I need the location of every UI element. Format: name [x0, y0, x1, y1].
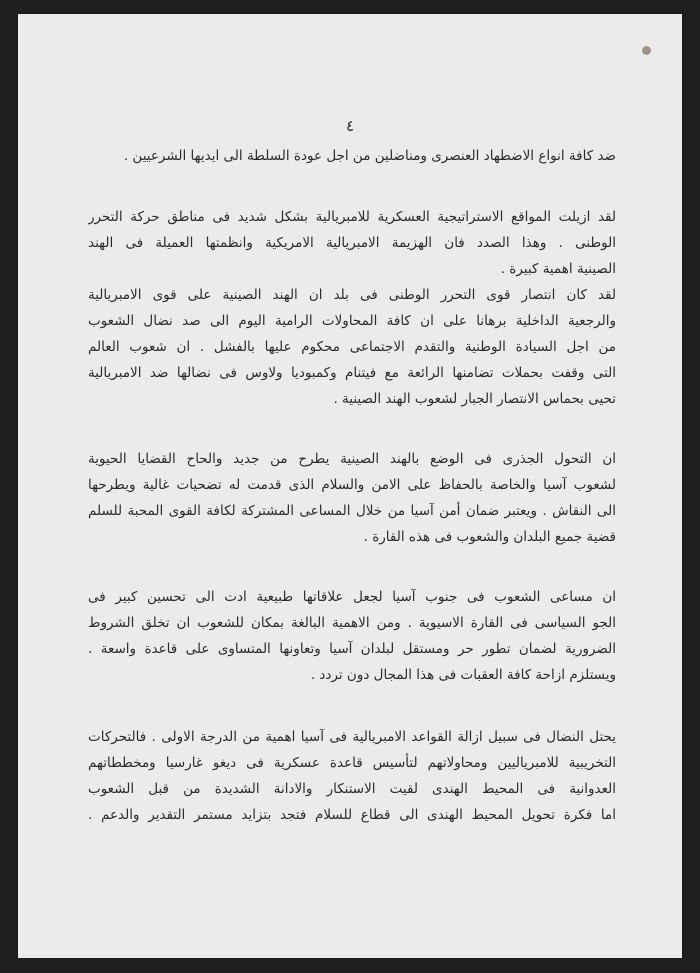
paragraph-1 — [88, 143, 616, 169]
document-page — [18, 14, 682, 958]
text-line: الوطنى . وهذا الصدد فان الهزيمة الامبريالية الامريكية وانظمتها العميلة فى الهند — [88, 235, 616, 251]
text-line: التخريبية للامبرياليين ومحاولاتهم لتأسيس قاعدة عسكرية فى ديغو غارسيا ومخططاتهم — [88, 755, 616, 771]
text-line: الضرورية لضمان تطور حر ومستقل لبلدان آسيا وتعاونها المتساوى على قاعدة واسعة . — [88, 641, 616, 657]
text-line: تحيى بحماس الانتصار الجبار لشعوب الهند الصينية . — [333, 391, 616, 407]
text-line: لشعوب آسيا والخاصة بالحفاظ على الامن والسلام الذى قدمت له تضحيات غالية ويطرحها — [88, 477, 616, 493]
text-line: يحتل النضال فى سبيل ازالة القواعد الامبريالية فى آسيا اهمية من الدرجة الاولى . فالتحركات — [88, 729, 616, 745]
text-line: لقد كان انتصار قوى التحرر الوطنى فى بلد ان الهند الصينية على قوى الامبريالية — [88, 287, 616, 303]
text-line: التى وقفت بحملات تضامنها الرائعة مع فيتنام وكمبوديا ولاوس فى نضالها ضد الامبريالية — [88, 365, 616, 381]
text-line: الى النقاش . ويعتبر ضمان أمن آسيا من خلال المساعى المشتركة لكافة القوى المحبة للسلم — [88, 503, 616, 519]
text-line: الجو السياسى فى القارة الاسيوية . ومن الاهمية البالغة بمكان للشعوب ان تخلق الشروط — [88, 615, 616, 631]
text-line: ان مساعى الشعوب فى جنوب آسيا لجعل علاقاتها طبيعية ادت الى تحسين كبير فى — [88, 589, 616, 605]
punch-hole-mark — [642, 46, 651, 55]
paragraph-4 — [88, 584, 616, 688]
text-line: اما فكرة تحويل المحيط الهندى الى قطاع للسلام فتجد بتزايد مستمر التقدير والدعم . — [88, 807, 616, 823]
text-line: الصينية اهمية كبيرة . — [500, 261, 616, 277]
text-line: ان التحول الجذرى فى الوضع بالهند الصينية يطرح من جديد والحاح القضايا الحيوية — [88, 451, 616, 467]
text-line: والرجعية الداخلية برهانا على ان كافة المحاولات الرامية اليوم الى صد نضال الشعوب — [88, 313, 616, 329]
text-line: لقد ازيلت المواقع الاستراتيجية العسكرية للامبريالية بشكل شديد فى مناطق حركة التحرر — [88, 209, 616, 225]
paragraph-3 — [88, 446, 616, 550]
paragraph-2 — [88, 204, 616, 412]
text-line: من اجل السيادة الوطنية والتقدم الاجتماعى محكوم عليها بالفشل . ان شعوب العالم — [88, 339, 616, 355]
text-line: ضد كافة انواع الاضطهاد العنصرى ومناضلين من اجل عودة السلطة الى ايديها الشرعيين . — [123, 148, 616, 164]
text-line: العدوانية فى المحيط الهندى لقيت الاستنكار والادانة الشديدة من قبل الشعوب — [88, 781, 616, 797]
paragraph-5 — [88, 724, 616, 828]
page-number: ٤ — [345, 117, 355, 135]
text-line: ويستلزم ازاحة كافة العقبات فى هذا المجال دون تردد . — [310, 667, 616, 683]
text-line: قضية جميع البلدان والشعوب فى هذه القارة . — [363, 529, 616, 545]
